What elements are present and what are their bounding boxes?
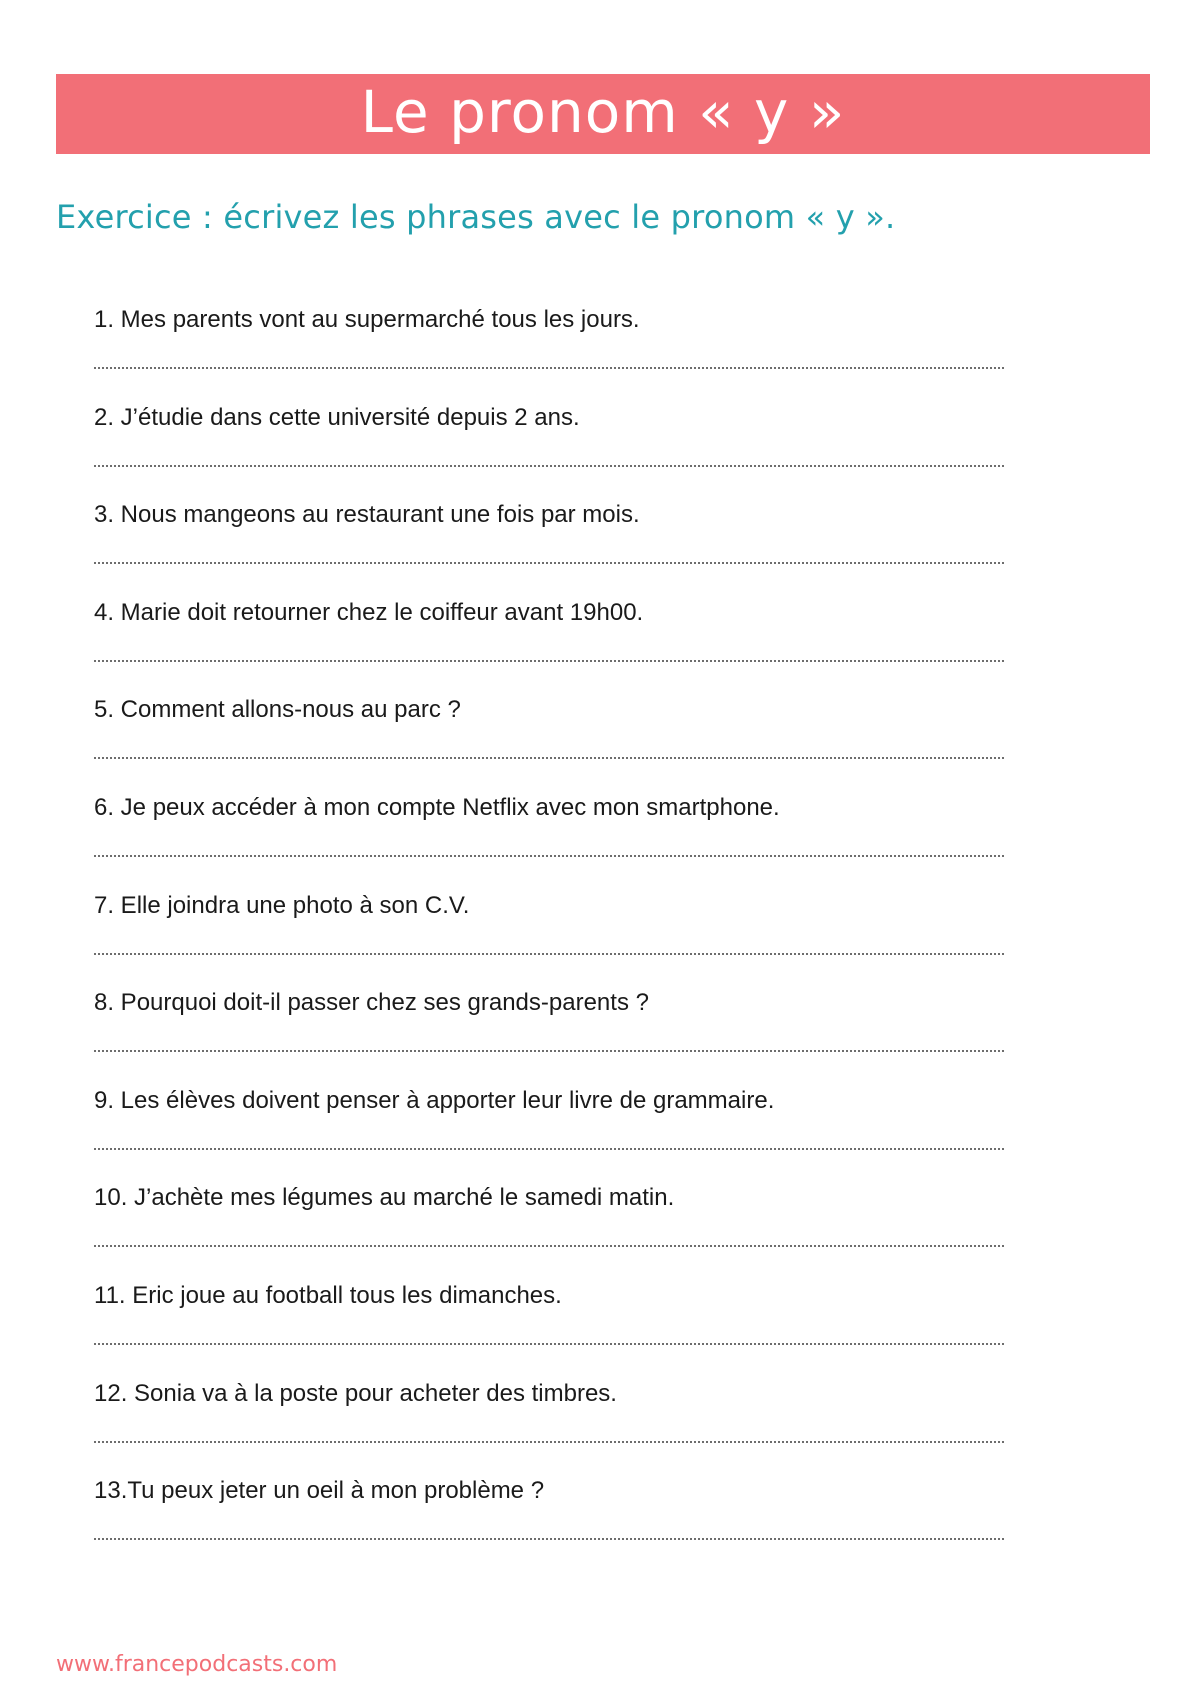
answer-line[interactable] bbox=[94, 953, 1004, 955]
answer-line[interactable] bbox=[94, 855, 1004, 857]
exercise-sentence: 12. Sonia va à la poste pour acheter des timbres. bbox=[94, 1379, 617, 1407]
exercise-sentence: 13.Tu peux jeter un oeil à mon problème ? bbox=[94, 1477, 545, 1505]
exercise-sentence: 8. Pourquoi doit-il passer chez ses grands-parents ? bbox=[94, 989, 649, 1017]
answer-line[interactable] bbox=[94, 1538, 1004, 1540]
exercise-item bbox=[94, 788, 1008, 886]
exercise-sentence: 7. Elle joindra une photo à son C.V. bbox=[94, 891, 470, 919]
answer-line[interactable] bbox=[94, 465, 1004, 467]
answer-line[interactable] bbox=[94, 1343, 1004, 1345]
exercise-item bbox=[94, 690, 1008, 788]
answer-line[interactable] bbox=[94, 757, 1004, 759]
exercise-item bbox=[94, 886, 1008, 984]
exercise-item bbox=[94, 1471, 1008, 1569]
answer-line[interactable] bbox=[94, 1050, 1004, 1052]
exercise-sentence: 11. Eric joue au football tous les dimanches. bbox=[94, 1281, 562, 1309]
answer-line[interactable] bbox=[94, 1245, 1004, 1247]
answer-line[interactable] bbox=[94, 1441, 1004, 1443]
exercise-sentence: 5. Comment allons-nous au parc ? bbox=[94, 696, 461, 724]
exercise-item bbox=[94, 300, 1008, 398]
exercise-sentence: 1. Mes parents vont au supermarché tous les jours. bbox=[94, 306, 640, 333]
answer-line[interactable] bbox=[94, 562, 1004, 564]
exercise-item bbox=[94, 1374, 1008, 1472]
exercise-item bbox=[94, 398, 1008, 496]
exercise-sentence: 9. Les élèves doivent penser à apporter leur livre de grammaire. bbox=[94, 1086, 775, 1114]
exercise-sentence: 3. Nous mangeons au restaurant une fois par mois. bbox=[94, 501, 640, 529]
exercise-list bbox=[94, 300, 1008, 1569]
title-banner bbox=[56, 74, 1150, 154]
exercise-instructions: Exercice : écrivez les phrases avec le pronom « y ». bbox=[56, 198, 896, 236]
exercise-item bbox=[94, 983, 1008, 1081]
answer-line[interactable] bbox=[94, 367, 1004, 369]
answer-line[interactable] bbox=[94, 1148, 1004, 1150]
exercise-sentence: 2. J’étudie dans cette université depuis 2 ans. bbox=[94, 403, 580, 431]
exercise-item bbox=[94, 495, 1008, 593]
exercise-sentence: 6. Je peux accéder à mon compte Netflix avec mon smartphone. bbox=[94, 793, 780, 821]
exercise-item bbox=[94, 1178, 1008, 1276]
exercise-item bbox=[94, 1081, 1008, 1179]
exercise-item bbox=[94, 593, 1008, 691]
page-title: Le pronom « y » bbox=[360, 78, 846, 146]
exercise-sentence: 10. J’achète mes légumes au marché le samedi matin. bbox=[94, 1184, 675, 1212]
answer-line[interactable] bbox=[94, 660, 1004, 662]
footer-website-link[interactable]: www.francepodcasts.com bbox=[56, 1652, 338, 1677]
exercise-item bbox=[94, 1276, 1008, 1374]
exercise-sentence: 4. Marie doit retourner chez le coiffeur avant 19h00. bbox=[94, 598, 644, 626]
